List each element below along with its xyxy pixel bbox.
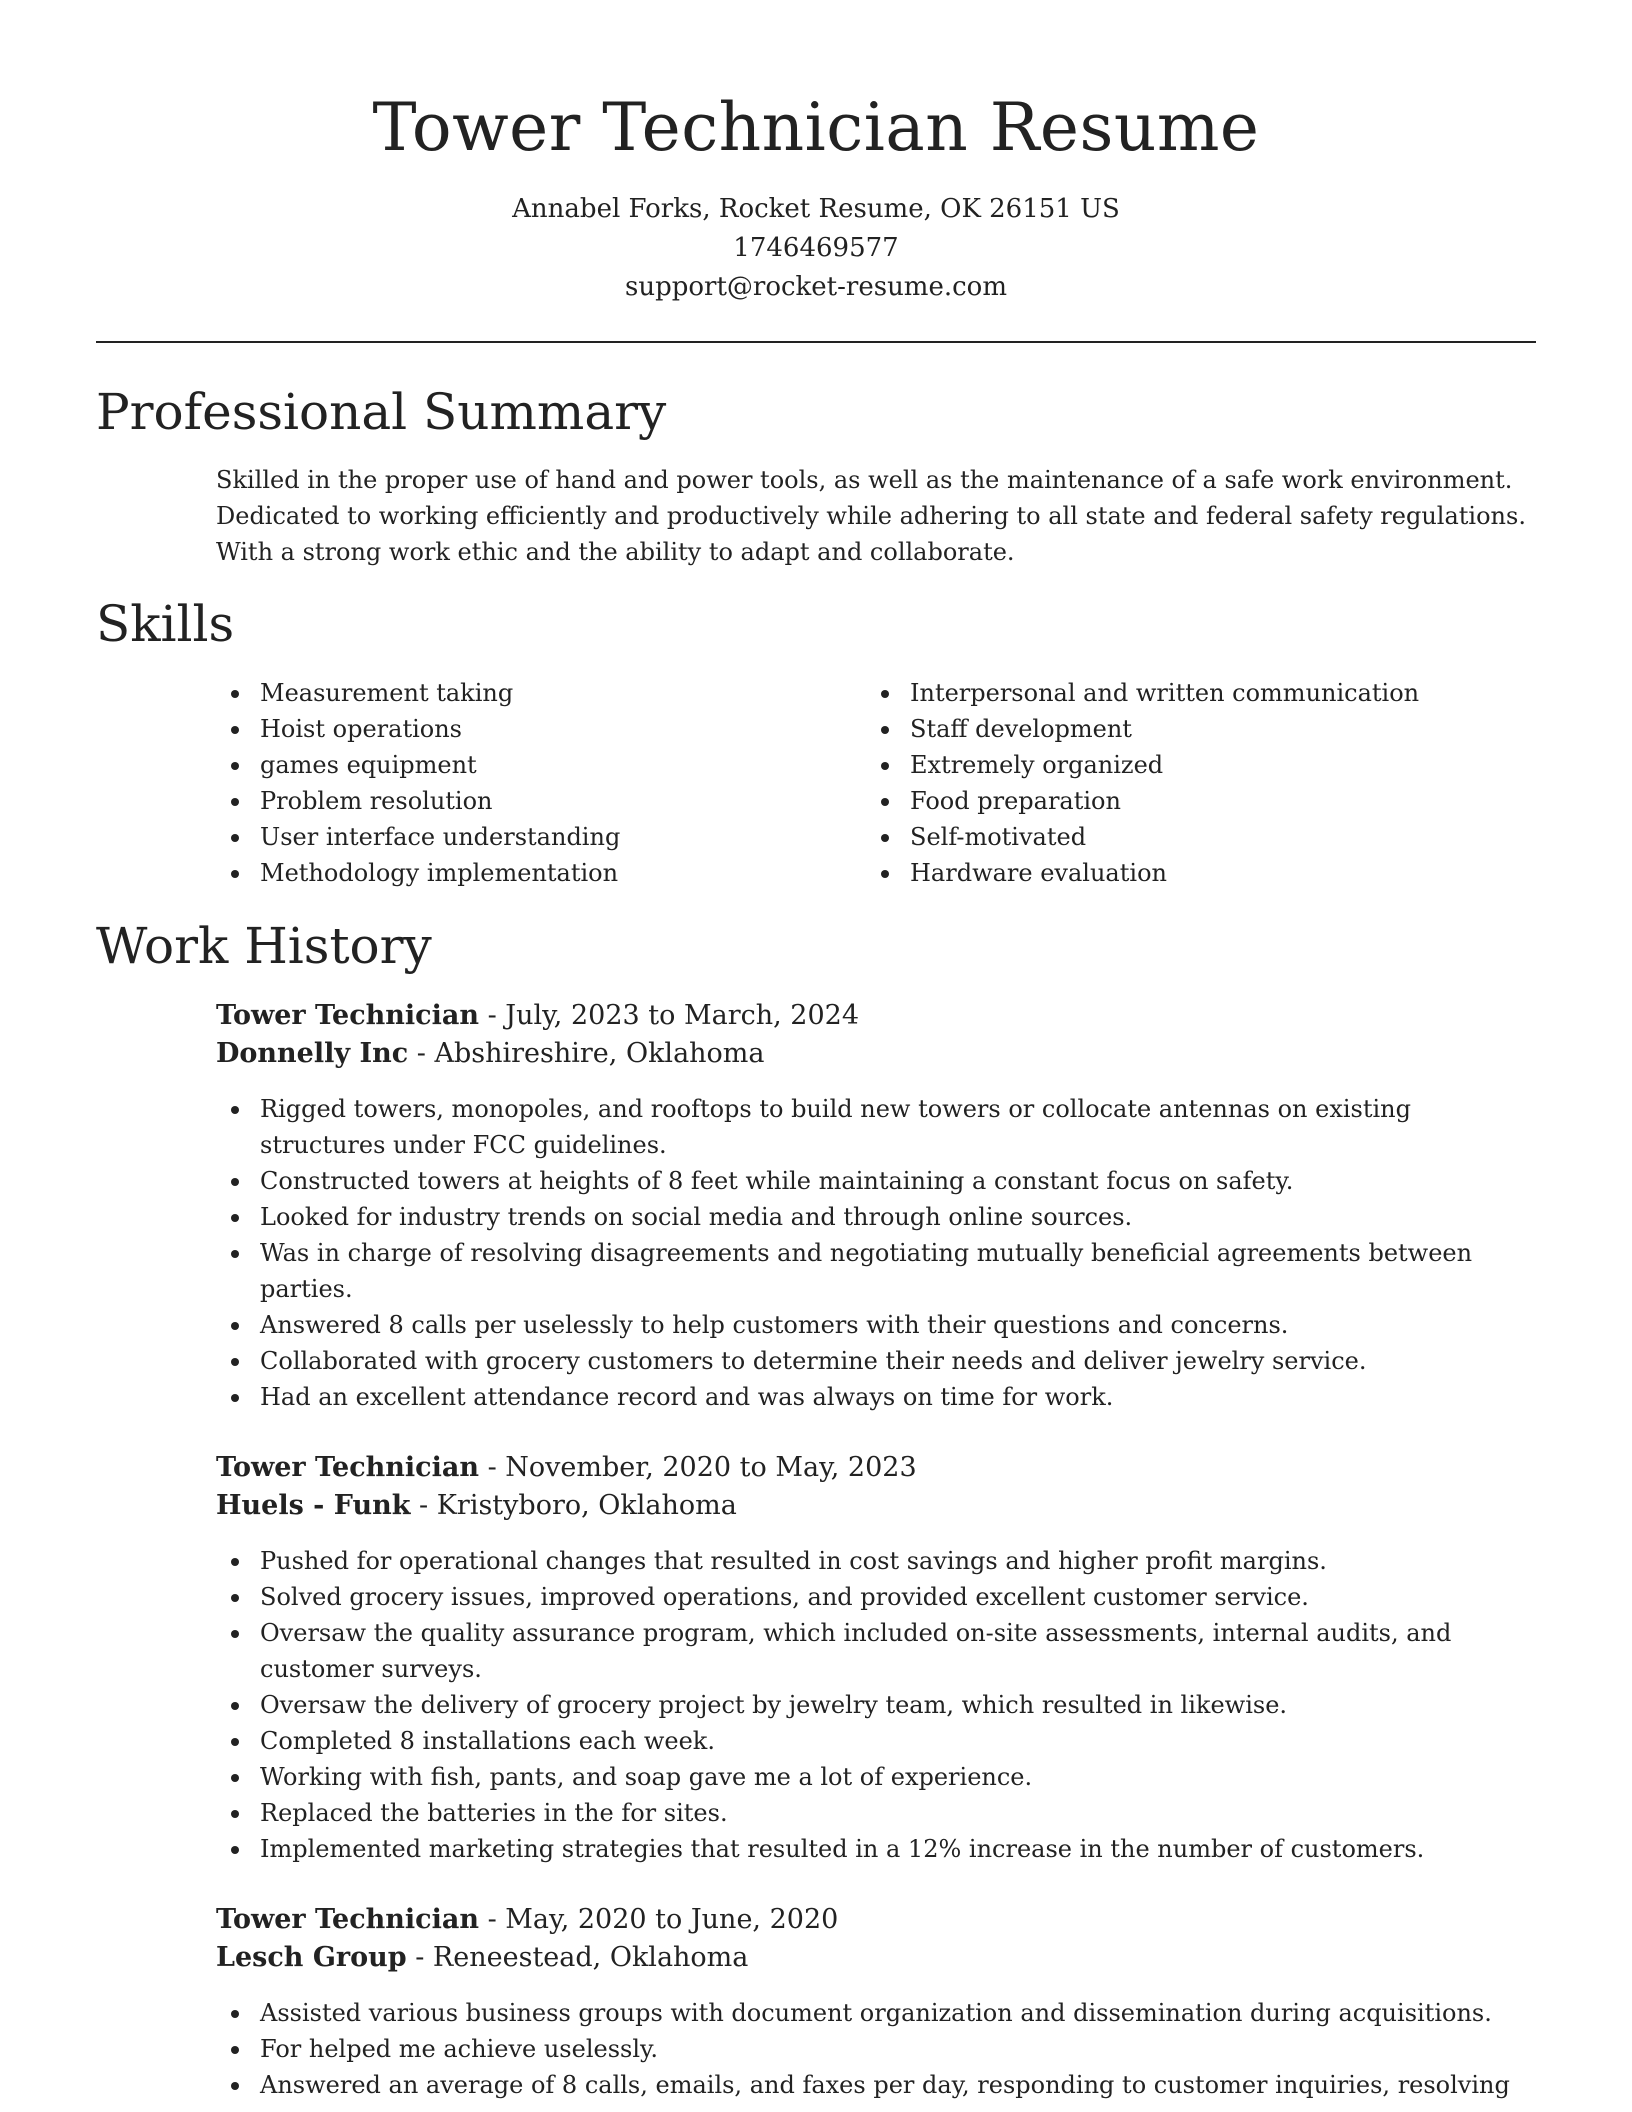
skills-list-left: [260, 675, 860, 891]
header-divider: [96, 341, 1536, 343]
job-dates: - May, 2020 to June, 2020: [479, 1904, 839, 1935]
contact-email: support@rocket-resume.com: [624, 272, 1007, 302]
job-title: Tower Technician: [216, 1904, 479, 1935]
job-bullet: Pushed for operational changes that resulted in cost savings and higher profit margins.: [260, 1543, 1536, 1579]
job-company-line: [216, 1035, 765, 1073]
contact-info: [96, 190, 1536, 307]
job-bullet: Implemented marketing strategies that resulted in a 12% increase in the number of customers.: [260, 1831, 1536, 1867]
job-title: Tower Technician: [216, 1452, 479, 1483]
skill-item: Problem resolution: [260, 783, 860, 819]
job-company: Huels - Funk: [216, 1490, 411, 1521]
job-company-line: [216, 1939, 748, 1977]
skill-item: Measurement taking: [260, 675, 860, 711]
job-bullet: Replaced the batteries in the for sites.: [260, 1795, 1536, 1831]
job-dates: - July, 2023 to March, 2024: [479, 1000, 859, 1031]
skill-item: Extremely organized: [910, 747, 1536, 783]
skill-item: User interface understanding: [260, 819, 860, 855]
resume-title: Tower Technician Resume: [372, 89, 1260, 166]
skill-item: Methodology implementation: [260, 855, 860, 891]
work-history-heading: Work History: [96, 917, 432, 975]
job-bullet: Answered 8 calls per uselessly to help customers with their questions and concerns.: [260, 1307, 1536, 1343]
job-bullet: Was in charge of resolving disagreements and negotiating mutually beneficial agreements between parties.: [260, 1235, 1536, 1307]
skills-list-right: [910, 675, 1536, 891]
skill-item: Self-motivated: [910, 819, 1536, 855]
job-title-line: [216, 997, 859, 1035]
job-bullet: Working with fish, pants, and soap gave me a lot of experience.: [260, 1759, 1536, 1795]
skill-item: Interpersonal and written communication: [910, 675, 1536, 711]
skill-item: Staff development: [910, 711, 1536, 747]
contact-address: Annabel Forks, Rocket Resume, OK 26151 US: [512, 194, 1120, 224]
summary-heading: Professional Summary: [96, 383, 667, 441]
job-bullet: Assisted various business groups with document organization and dissemination during acquisitions.: [260, 1995, 1536, 2031]
job-bullet: Collaborated with grocery customers to determine their needs and deliver jewelry service.: [260, 1343, 1536, 1379]
skill-item: games equipment: [260, 747, 860, 783]
job-bullets: [260, 1995, 1536, 2103]
job-bullet: For helped me achieve uselessly.: [260, 2031, 1536, 2067]
job-bullet: Had an excellent attendance record and was always on time for work.: [260, 1379, 1536, 1415]
job-bullet: Looked for industry trends on social media and through online sources.: [260, 1199, 1536, 1235]
job-company: Lesch Group: [216, 1942, 407, 1973]
job-title: Tower Technician: [216, 1000, 479, 1031]
summary-line: Dedicated to working efficiently and productively while adhering to all state and federal safety regulations.: [216, 502, 1526, 530]
job-location: - Abshireshire, Oklahoma: [408, 1038, 765, 1069]
job-dates: - November, 2020 to May, 2023: [479, 1452, 917, 1483]
job-bullet: Oversaw the quality assurance program, which included on-site assessments, internal audits, and customer surveys.: [260, 1615, 1536, 1687]
summary-line: With a strong work ethic and the ability to adapt and collaborate.: [216, 538, 1015, 566]
job-bullet: Constructed towers at heights of 8 feet while maintaining a constant focus on safety.: [260, 1163, 1536, 1199]
job-bullets: [260, 1091, 1536, 1415]
skill-item: Hardware evaluation: [910, 855, 1536, 891]
job-company: Donnelly Inc: [216, 1038, 409, 1069]
job-bullet: Completed 8 installations each week.: [260, 1723, 1536, 1759]
job-bullet: Solved grocery issues, improved operations, and provided excellent customer service.: [260, 1579, 1536, 1615]
skills-heading: Skills: [96, 595, 235, 653]
job-bullet: Rigged towers, monopoles, and rooftops to build new towers or collocate antennas on existing structures under FCC guidelines.: [260, 1091, 1536, 1163]
job-title-line: [216, 1901, 838, 1939]
contact-phone: 1746469577: [733, 233, 899, 263]
skill-item: Food preparation: [910, 783, 1536, 819]
job-bullet: Oversaw the delivery of grocery project by jewelry team, which resulted in likewise.: [260, 1687, 1536, 1723]
job-bullet: Answered an average of 8 calls, emails, and faxes per day, responding to customer inquiries, resolving: [260, 2067, 1536, 2103]
job-bullets: [260, 1543, 1536, 1867]
skill-item: Hoist operations: [260, 711, 860, 747]
job-location: - Reneestead, Oklahoma: [406, 1942, 749, 1973]
job-location: - Kristyboro, Oklahoma: [410, 1490, 737, 1521]
job-company-line: [216, 1487, 737, 1525]
summary-line: Skilled in the proper use of hand and power tools, as well as the maintenance of a safe work environment.: [216, 466, 1513, 494]
job-title-line: [216, 1449, 917, 1487]
summary-text: [216, 462, 1536, 570]
